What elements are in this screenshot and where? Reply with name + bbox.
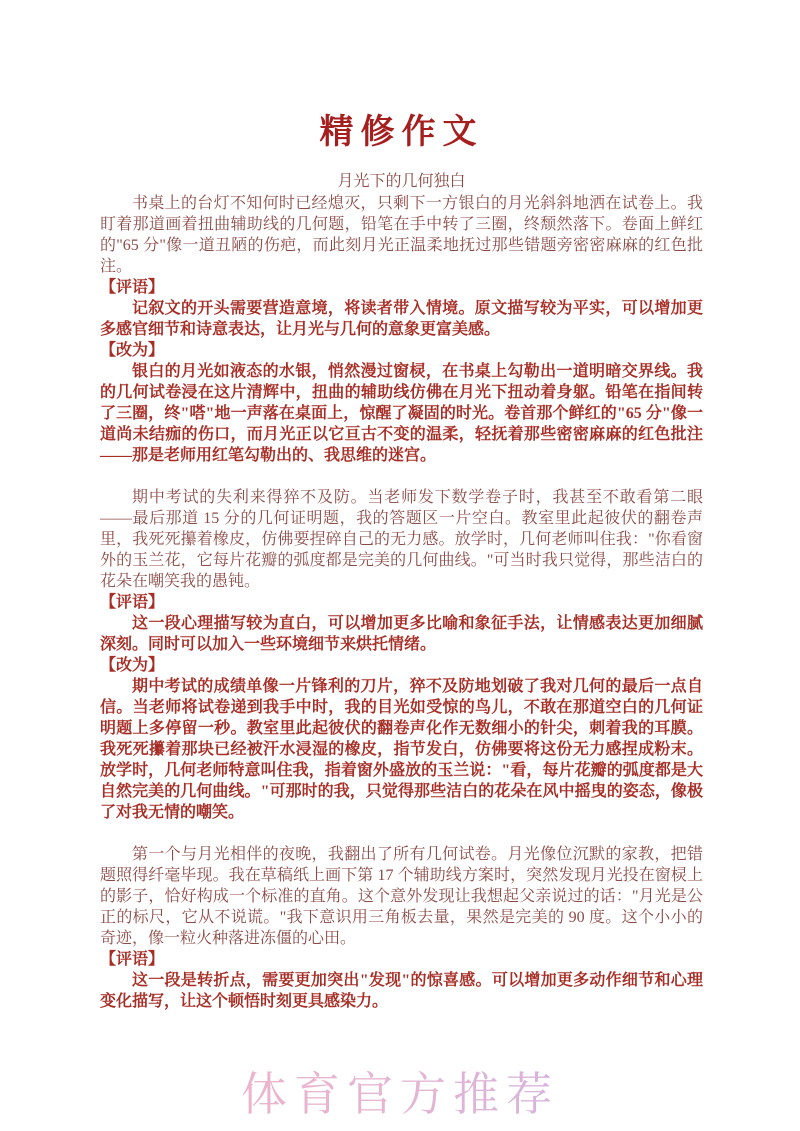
essay-paragraph-1: 书桌上的台灯不知何时已经熄灭，只剩下一方银白的月光斜斜地洒在试卷上。我盯着那道画着扭曲辅助线的几何题，铅笔在手中转了三圈，终颓然落下。卷面上鲜红的"65 分"像一道丑陋的伤疤，而此刻月光正温柔地抚过那些错题旁密密麻麻的红色批注。 <box>100 195 703 275</box>
revision-text-2: 期中考试的成绩单像一片锋利的刀片，猝不及防地划破了我对几何的最后一点自信。当老师将试卷递到我手中时，我的目光如受惊的鸟儿，不敢在那道空白的几何证明题上多停留一秒。教室里此起彼伏的翻卷声化作无数细小的针尖，刺着我的耳膜。我死死攥着那块已经被汗水浸湿的橡皮，指节发白，仿佛要将这份无力感捏成粉末。放学时，几何老师特意叫住我，指着窗外盛放的玉兰说："看，每片花瓣的弧度都是大自然完美的几何曲线。"可那时的我，只觉得那些洁白的花朵在风中摇曳的姿态，像极了对我无情的嘲笑。 <box>100 678 703 821</box>
revise-marker-1: 【改为】 <box>100 342 165 359</box>
watermark-text: 体育官方推荐 <box>0 1058 800 1124</box>
comment-text-2: 这一段心理描写较为直白，可以增加更多比喻和象征手法，让情感表达更加细腻深刻。同时可以加入一些环境细节来烘托情绪。 <box>100 615 703 653</box>
essay-paragraph-3: 第一个与月光相伴的夜晚，我翻出了所有几何试卷。月光像位沉默的家教，把错题照得纤毫毕现。我在草稿纸上画下第 17 个辅助线方案时，突然发现月光投在窗棂上的影子，恰好构成一个标准的直角。这个意外发现让我想起父亲说过的话："月光是公正的标尺，它从不说谎。"我下意识用三角板去量，果然是完美的 90 度。这个小小的奇迹，像一粒火种落进冻僵的心田。 <box>100 846 703 947</box>
essay-title: 月光下的几何独白 <box>337 173 466 190</box>
comment-marker-1: 【评语】 <box>100 279 165 296</box>
comment-text-1: 记叙文的开头需要营造意境，将读者带入情境。原文描写较为平实，可以增加更多感官细节和诗意表达，让月光与几何的意象更富美感。 <box>100 300 703 338</box>
comment-text-3: 这一段是转折点，需要更加突出"发现"的惊喜感。可以增加更多动作细节和心理变化描写，让这个顿悟时刻更具感染力。 <box>100 972 703 1010</box>
essay-paragraph-2: 期中考试的失利来得猝不及防。当老师发下数学卷子时，我甚至不敢看第二眼——最后那道 15 分的几何证明题，我的答题区一片空白。教室里此起彼伏的翻卷声里，我死死攥着橡皮，仿佛要捏碎自己的无力感。放学时，几何老师叫住我："你看窗外的玉兰花，它每片花瓣的弧度都是完美的几何曲线。"可当时我只觉得，那些洁白的花朵在嘲笑我的愚钝。 <box>100 489 703 590</box>
comment-marker-2: 【评语】 <box>100 594 165 611</box>
comment-marker-3: 【评语】 <box>100 951 165 968</box>
document-title: 精修作文 <box>319 114 484 151</box>
revise-marker-2: 【改为】 <box>100 657 165 674</box>
revision-text-1: 银白的月光如液态的水银，悄然漫过窗棂，在书桌上勾勒出一道明暗交界线。我的几何试卷浸在这片清辉中，扭曲的辅助线仿佛在月光下扭动着身躯。铅笔在指间转了三圈，终"嗒"地一声落在桌面上，惊醒了凝固的时光。卷首那个鲜红的"65 分"像一道尚未结痂的伤口，而月光正以它亘古不变的温柔，轻抚着那些密密麻麻的红色批注——那是老师用红笔勾勒出的、我思维的迷宫。 <box>100 363 703 464</box>
